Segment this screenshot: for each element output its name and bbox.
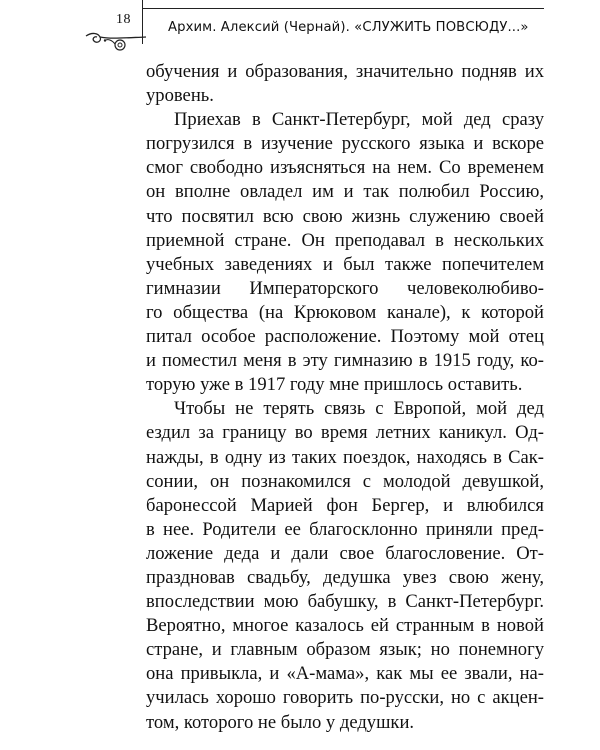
text-line: сонии, он познакомился с молодой девушкой, [146, 470, 544, 492]
text-line: баронессой Марией фон Бергер, и влюбился [146, 494, 544, 516]
text-line: праздновав свадьбу, дедушка увез свою жену, [146, 566, 544, 588]
text-line: она привыкла, и «А-мама», как мы ее звали, на- [146, 663, 544, 685]
text-line: том, которого не было у дедушки. [146, 711, 415, 733]
flourish-ornament-icon [84, 24, 148, 54]
text-line: погрузился в изучение русского языка и вскоре [146, 133, 544, 155]
paragraph-1 [146, 60, 544, 108]
paragraph-2 [146, 108, 544, 397]
text-line: Чтобы не терять связь с Европой, мой дед [174, 398, 544, 420]
text-line: ездил за границу во время летних каникул. Од- [146, 422, 544, 444]
paragraph-3 [146, 397, 544, 734]
text-line: в нее. Родители ее благосклонно приняли пред- [146, 518, 544, 540]
body-text [146, 60, 544, 735]
text-line: ложение деда и дали свое благословение. От- [146, 542, 544, 564]
text-line: и поместил меня в эту гимназию в 1915 году, ко- [146, 350, 544, 372]
text-line: приемной стране. Он преподавал в нескольких [146, 229, 544, 251]
text-line: училась хорошо говорить по-русски, но с акцен- [146, 687, 544, 709]
text-line: стране, и главным образом язык; но понемногу [146, 639, 544, 661]
text-line: уровень. [146, 85, 214, 107]
text-line: он вполне овладел им и так полюбил Россию, [146, 181, 544, 203]
page-number: 18 [116, 12, 131, 27]
text-line: что посвятил всю свою жизнь служению своей [146, 205, 544, 227]
header-horizontal-rule [142, 8, 544, 9]
text-line: нажды, в одну из таких поездок, находясь в Сак- [146, 446, 544, 468]
text-line: питал особое расположение. Поэтому мой отец [146, 326, 544, 348]
text-line: учебных заведениях и был также попечителем [146, 253, 544, 275]
text-line: гимназии Императорского человеколюбиво- [146, 277, 544, 299]
text-line: Приехав в Санкт-Петербург, мой дед сразу [174, 109, 544, 131]
text-line: впоследствии мою бабушку, в Санкт-Петербург. [146, 591, 544, 613]
text-line: Вероятно, многое казалось ей странным в новой [146, 615, 544, 637]
text-line: смог свободно изъясняться на нем. Со временем [146, 157, 544, 179]
text-line: торую уже в 1917 году мне пришлось оставить. [146, 374, 523, 396]
text-line: го общества (на Крюковом канале), к которой [146, 301, 544, 323]
text-line: обучения и образования, значительно подняв их [146, 61, 544, 82]
running-head: Архим. Алексий (Чернай). «СЛУЖИТЬ ПОВСЮДУ...» [168, 20, 529, 35]
